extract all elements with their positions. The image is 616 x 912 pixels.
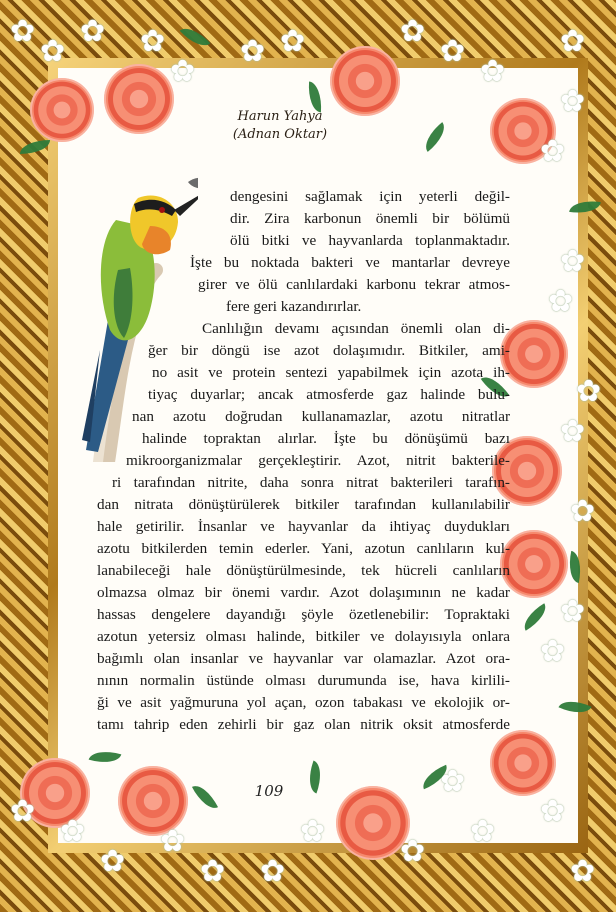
- jasmine-blossom: [560, 90, 586, 116]
- jasmine-blossom: [440, 40, 466, 66]
- text-line: hale getirilir. İnsanlar ve hayvanlar da ihtiyaç duydukları: [97, 518, 510, 535]
- jasmine-blossom: [480, 60, 506, 86]
- jasmine-blossom: [100, 850, 126, 876]
- jasmine-blossom: [400, 840, 426, 866]
- jasmine-blossom: [160, 830, 186, 856]
- text-line: dengesini sağlamak için yeterli değil-: [230, 188, 510, 205]
- text-line: nının normalin üstünde olması durumunda ise, hava kirlili-: [97, 672, 510, 689]
- jasmine-blossom: [548, 290, 574, 316]
- text-line: no asit ve protein sentezi yapabilmek için azota ih-: [152, 364, 510, 381]
- running-header: [200, 108, 360, 144]
- text-line: azotun yetersiz olması halinde, bitkiler ve dolayısıyla onlara: [97, 628, 510, 645]
- jasmine-blossom: [260, 860, 286, 886]
- text-line: ölü bitki ve hayvanlarda toplanmaktadır.: [230, 232, 510, 249]
- jasmine-blossom: [40, 40, 66, 66]
- jasmine-blossom: [60, 820, 86, 846]
- text-line: dan nitrata dönüştürülerek bitkiler tarafından kullanılabilir: [97, 496, 510, 513]
- text-line: hassas dengelere dayandığı şöyle özetlenebilir: Topraktaki: [97, 606, 510, 623]
- text-line: Canlılığın devamı açısından önemli olan di-: [202, 320, 510, 337]
- rose-flower: [30, 78, 94, 142]
- text-line: İşte bu noktada bakteri ve mantarlar devreye: [190, 254, 510, 271]
- page-number: 109: [254, 782, 284, 800]
- jasmine-blossom: [576, 380, 602, 406]
- text-line: girer ve ölü canlılardaki karbonu tekrar atmos-: [198, 276, 510, 293]
- jasmine-blossom: [470, 820, 496, 846]
- author-name: Harun Yahya: [237, 109, 323, 124]
- text-line: halinde topraktan alırlar. İşte bu dönüşümü bazı: [142, 430, 510, 447]
- text-line: dir. Zira karbonun önemli bir bölümü: [230, 210, 510, 227]
- text-line: ği ve asit yağmuruna yol açan, ozon tabakası ve ekolojik or-: [97, 694, 510, 711]
- rose-flower: [500, 530, 568, 598]
- rose-flower: [104, 64, 174, 134]
- text-line: bağımlı olan insanlar ve hayvanlar var olamazlar. Azot ora-: [97, 650, 510, 667]
- jasmine-blossom: [10, 20, 36, 46]
- text-line: tiyaç duyarlar; ancak atmosferde gaz halinde bulu-: [148, 386, 510, 403]
- rose-flower: [500, 320, 568, 388]
- jasmine-blossom: [280, 30, 306, 56]
- jasmine-blossom: [300, 820, 326, 846]
- text-line: azotu bitkilerden temin ederler. Yani, azotun canlıların kul-: [97, 540, 510, 557]
- rose-flower: [490, 730, 556, 796]
- text-line: olmazsa olmaz bir önemi vardır. Azot dolaşımının ne kadar: [97, 584, 510, 601]
- jasmine-blossom: [560, 30, 586, 56]
- jasmine-blossom: [570, 500, 596, 526]
- text-line: nan azotu doğrudan kullanamazlar, azotu nitratlar: [132, 408, 510, 425]
- jasmine-blossom: [400, 20, 426, 46]
- jasmine-blossom: [570, 860, 596, 886]
- jasmine-blossom: [200, 860, 226, 886]
- jasmine-blossom: [140, 30, 166, 56]
- text-line: fere geri kazandırırlar.: [226, 298, 362, 315]
- rose-flower: [336, 786, 410, 860]
- text-line: mikroorganizmalar gerçekleştirir. Azot, nitrit bakterile-: [126, 452, 510, 469]
- jasmine-blossom: [540, 800, 566, 826]
- text-line: ğer bir döngü ise azot dolaşımıdır. Bitkiler, ami-: [148, 342, 510, 359]
- jasmine-blossom: [560, 420, 586, 446]
- text-line: lanabileceği hale dönüştürülmesinde, tek hücreli canlıların: [97, 562, 510, 579]
- jasmine-blossom: [80, 20, 106, 46]
- text-line: tamı tahrip eden zehirli bir gaz olan nitrik oksit atmosferde: [97, 716, 510, 733]
- jasmine-blossom: [560, 600, 586, 626]
- jasmine-blossom: [540, 140, 566, 166]
- jasmine-blossom: [170, 60, 196, 86]
- rose-flower: [330, 46, 400, 116]
- text-line: ri tarafından nitrite, daha sonra nitrat bakterileri tarafın-: [112, 474, 510, 491]
- author-alias: (Adnan Oktar): [232, 127, 328, 142]
- jasmine-blossom: [560, 250, 586, 276]
- jasmine-blossom: [240, 40, 266, 66]
- jasmine-blossom: [10, 800, 36, 826]
- jasmine-blossom: [540, 640, 566, 666]
